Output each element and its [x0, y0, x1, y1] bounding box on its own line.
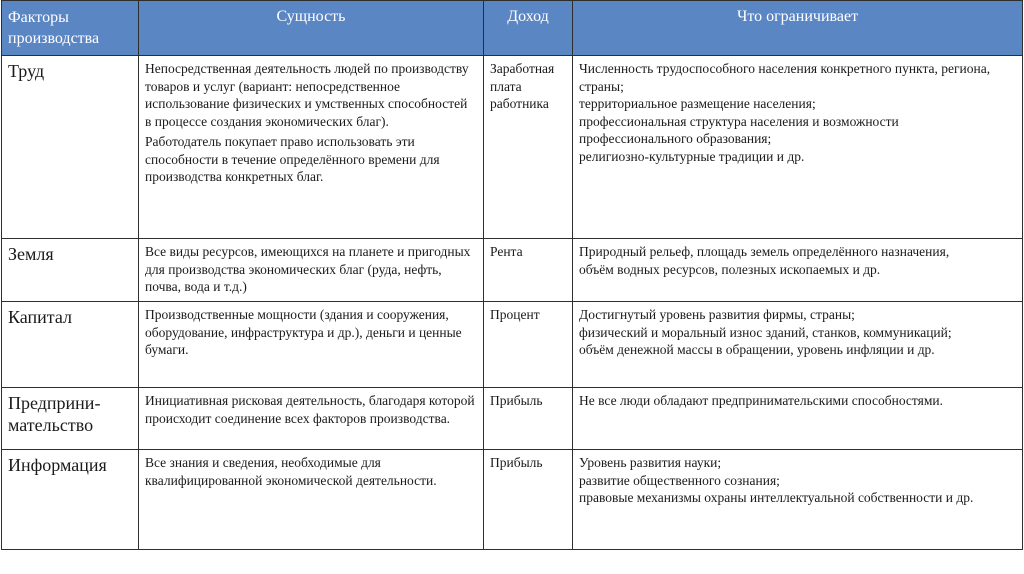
limits-line: религиозно-культурные традиции и др.	[579, 148, 805, 164]
essence-cell	[139, 450, 484, 550]
essence-paragraph: Инициативная рисковая деятельность, благодаря которой происходит соединение всех факторов производства.	[145, 393, 475, 426]
essence-paragraph: Все виды ресурсов, имеющихся на планете и пригодных для производства экономических благ (руда, нефть, почва, вода и т.д.)	[145, 244, 471, 294]
limits-cell	[573, 450, 1023, 550]
essence-paragraph: Работодатель покупает право использовать эти способности в течение определённого времени для производства конкретных благ.	[145, 134, 440, 184]
limits-line: профессиональная структура населения и возможности профессионального образования;	[579, 113, 899, 146]
essence-cell	[139, 302, 484, 388]
limits-line: объём денежной массы в обращении, уровень инфляции и др.	[579, 342, 935, 357]
limits-line: правовые механизмы охраны интеллектуальной собственности и др.	[579, 490, 974, 505]
factor-cell: Земля	[2, 239, 139, 302]
factor-cell: Капитал	[2, 302, 139, 388]
income-cell: Процент	[484, 302, 573, 388]
table-row	[2, 239, 1023, 302]
factor-cell: Предприни-мательство	[2, 388, 139, 450]
limits-line: Природный рельеф, площадь земель определённого назначения,	[579, 244, 950, 259]
table-row	[2, 302, 1023, 388]
limits-line: Не все люди обладают предпринимательскими способностями.	[579, 393, 943, 408]
essence-paragraph: Производственные мощности (здания и сооружения, оборудование, инфраструктура и др.), деньги и ценные бумаги.	[145, 307, 462, 357]
income-cell: Рента	[484, 239, 573, 302]
essence-paragraph: Непосредственная деятельность людей по производству товаров и услуг (вариант: непосредственное использование физических и умственных способностей в процессе создания экономических благ).	[145, 61, 469, 129]
limits-line: развитие общественного сознания;	[579, 472, 780, 488]
limits-cell	[573, 388, 1023, 450]
limits-line: Уровень развития науки;	[579, 455, 722, 470]
header-income: Доход	[484, 1, 573, 56]
essence-cell	[139, 56, 484, 239]
essence-cell	[139, 239, 484, 302]
header-limits: Что ограничивает	[573, 1, 1023, 56]
header-factor: Факторы производства	[2, 1, 139, 56]
limits-line: Численность трудоспособного населения конкретного пункта, региона, страны;	[579, 61, 991, 94]
header-essence: Сущность	[139, 1, 484, 56]
essence-paragraph: Все знания и сведения, необходимые для квалифицированной экономической деятельности.	[145, 455, 437, 488]
limits-line: физический и моральный износ зданий, станков, коммуникаций;	[579, 324, 952, 340]
table-row	[2, 450, 1023, 550]
limits-cell	[573, 56, 1023, 239]
limits-cell	[573, 239, 1023, 302]
limits-line: территориальное размещение населения;	[579, 96, 816, 111]
limits-line: Достигнутый уровень развития фирмы, страны;	[579, 307, 855, 322]
income-cell: Прибыль	[484, 388, 573, 450]
table-row	[2, 388, 1023, 450]
limits-line: объём водных ресурсов, полезных ископаемых и др.	[579, 261, 881, 277]
limits-cell	[573, 302, 1023, 388]
factor-cell: Информация	[2, 450, 139, 550]
essence-cell	[139, 388, 484, 450]
income-cell: Прибыль	[484, 450, 573, 550]
factors-table	[1, 0, 1023, 550]
factor-cell: Труд	[2, 56, 139, 239]
income-cell: Заработная плата работника	[484, 56, 573, 239]
table-row	[2, 56, 1023, 239]
table-header-row	[2, 1, 1023, 56]
